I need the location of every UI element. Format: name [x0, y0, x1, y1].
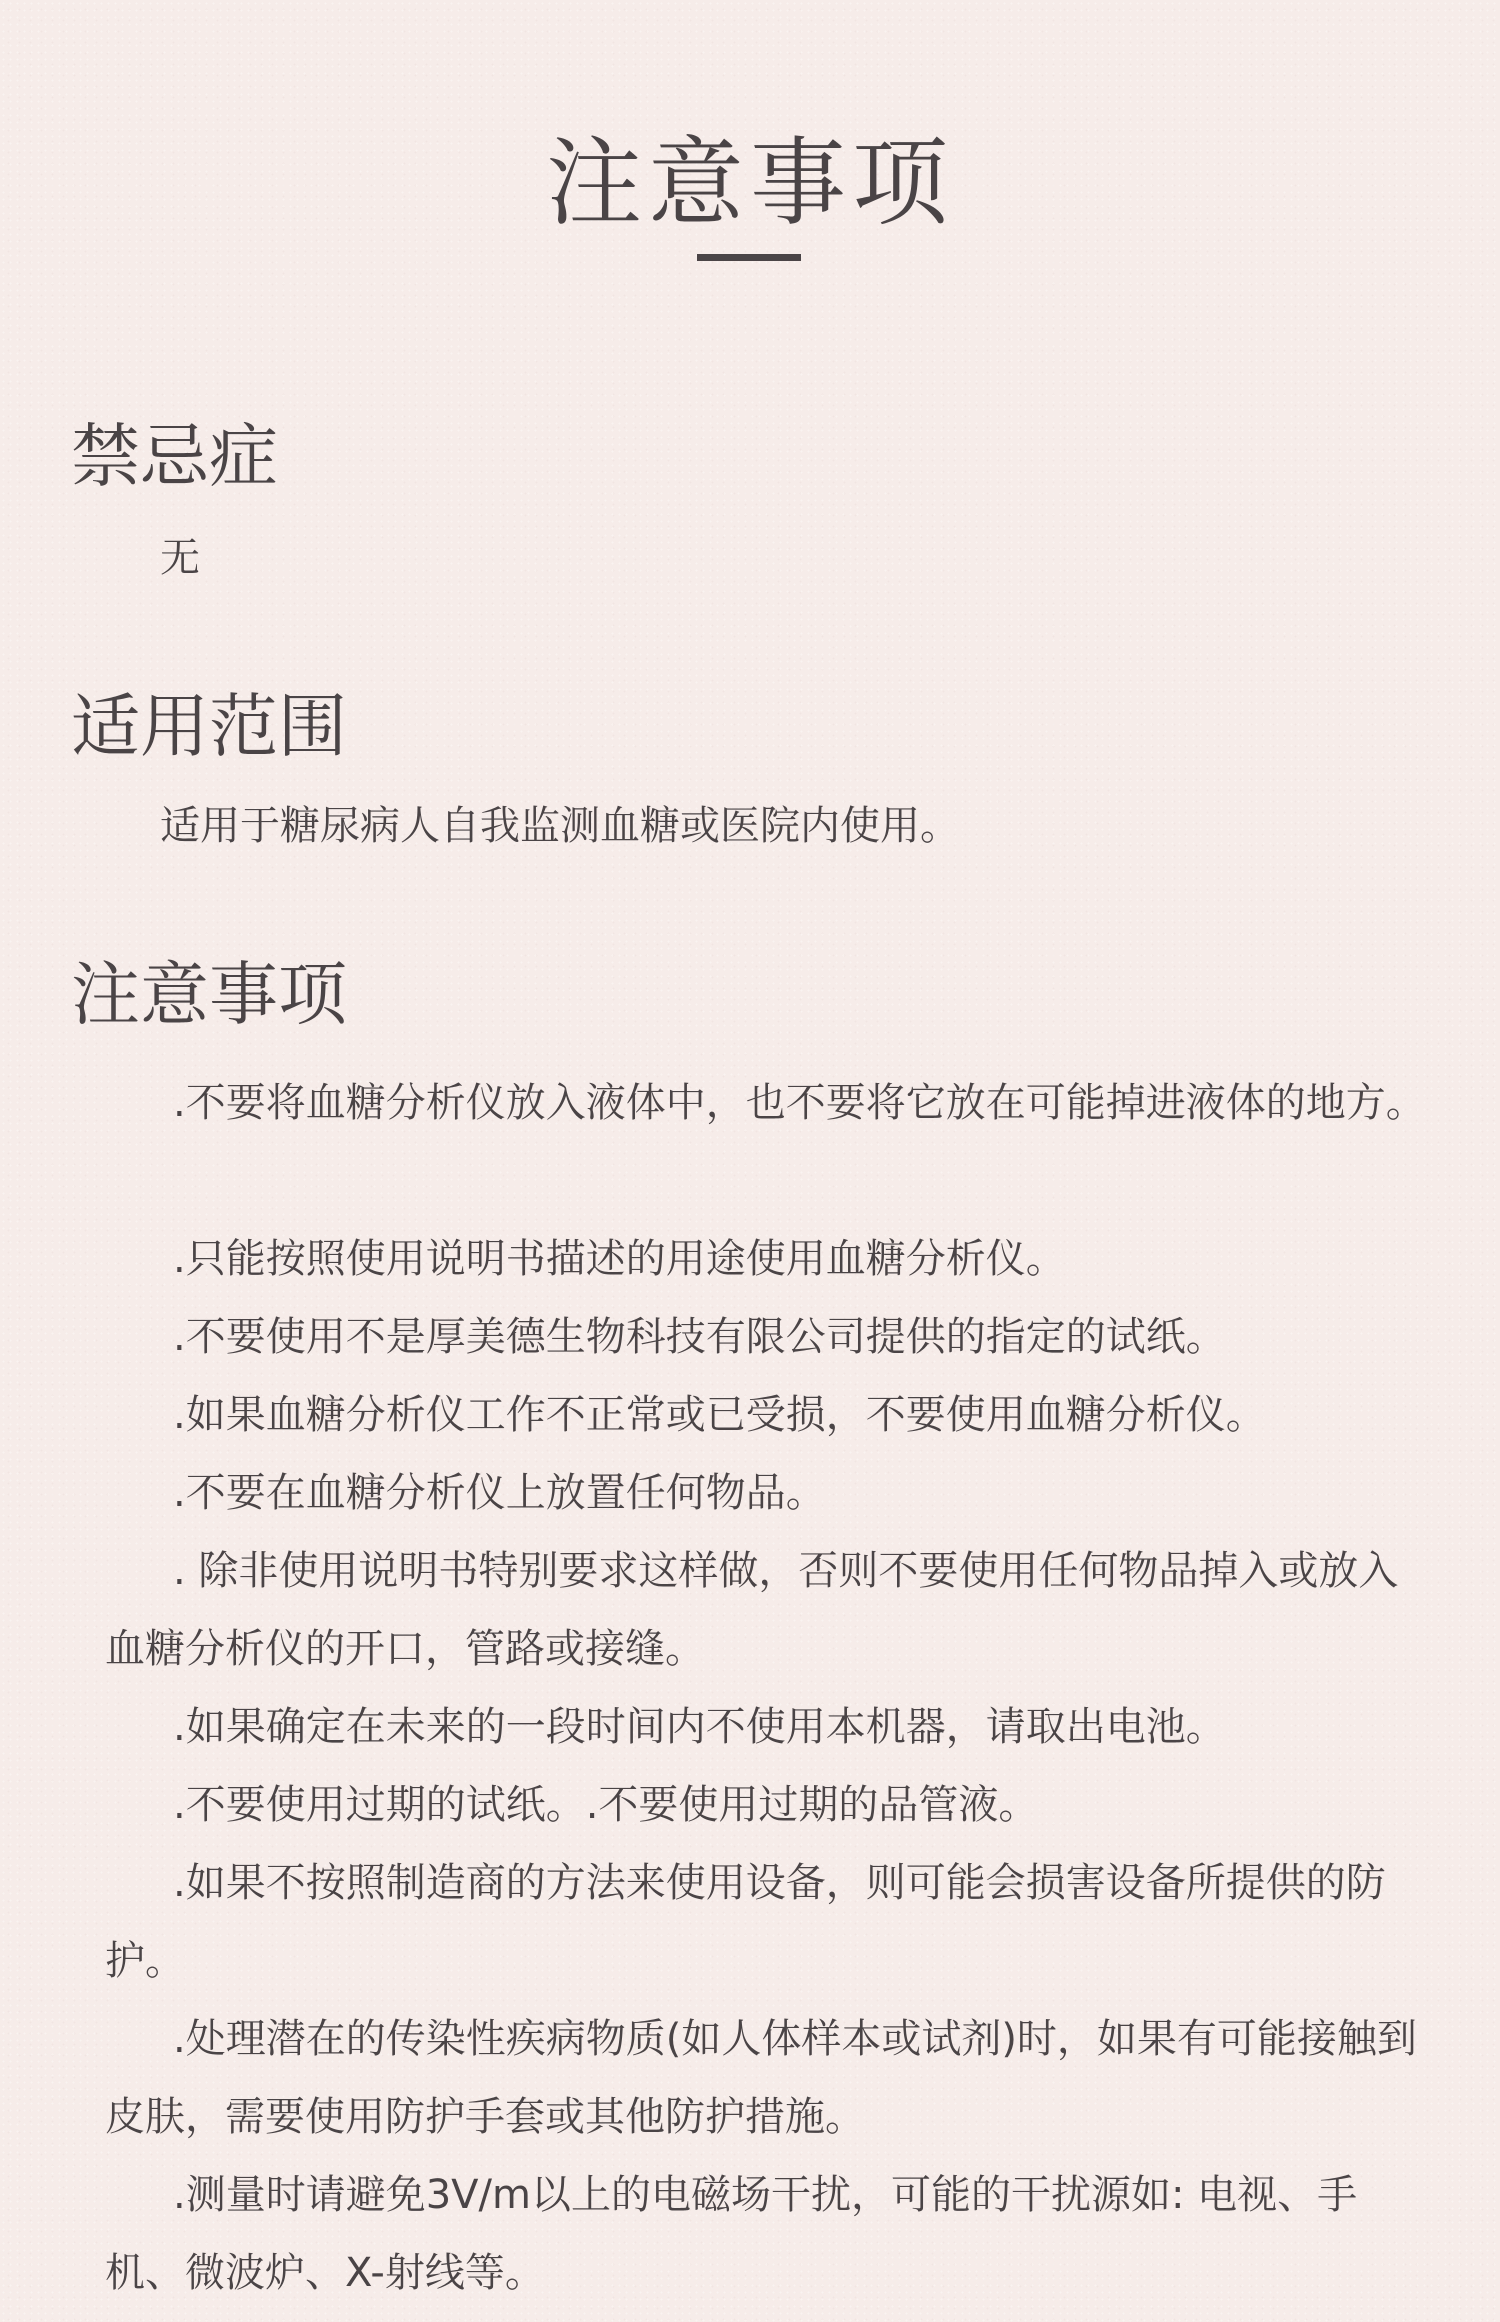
precaution-item: .处理潜在的传染性疾病物质(如人体样本或试剂)时，如果有可能接触到皮肤，需要使用防护手套或其他防护措施。: [105, 2016, 1417, 2140]
page-title: 注意事项: [546, 127, 954, 239]
precaution-item: .如果血糖分析仪工作不正常或已受损，不要使用血糖分析仪。: [173, 1392, 1266, 1438]
title-underline: [697, 254, 801, 261]
precaution-item: .如果不按照制造商的方法来使用设备，则可能会损害设备所提供的防护。: [105, 1860, 1386, 1984]
precaution-item: .不要将血糖分析仪放入液体中，也不要将它放在可能掉进液体的地方。: [173, 1080, 1426, 1126]
scope-heading: 适用范围: [71, 687, 347, 767]
precautions-heading: 注意事项: [71, 955, 347, 1035]
precaution-item: . 除非使用说明书特别要求这样做，否则不要使用任何物品掉入或放入血糖分析仪的开口，管路或接缝。: [105, 1548, 1399, 1672]
precaution-item: .如果确定在未来的一段时间内不使用本机器，请取出电池。: [173, 1704, 1226, 1750]
scope-text: 适用于糖尿病人自我监测血糖或医院内使用。: [160, 803, 960, 849]
precaution-item: .不要在血糖分析仪上放置任何物品。: [173, 1470, 826, 1516]
precaution-item: .只能按照使用说明书描述的用途使用血糖分析仪。: [173, 1236, 1066, 1282]
precaution-item: .不要使用过期的试纸。.不要使用过期的品管液。: [173, 1782, 1039, 1828]
contraindications-text: 无: [160, 535, 200, 581]
precaution-item: .测量时请避免3V/m以上的电磁场干扰，可能的干扰源如: 电视、手机、微波炉、X-射线等。: [105, 2172, 1358, 2296]
contraindications-heading: 禁忌症: [71, 417, 278, 497]
precaution-item: .不要使用不是厚美德生物科技有限公司提供的指定的试纸。: [173, 1314, 1226, 1360]
